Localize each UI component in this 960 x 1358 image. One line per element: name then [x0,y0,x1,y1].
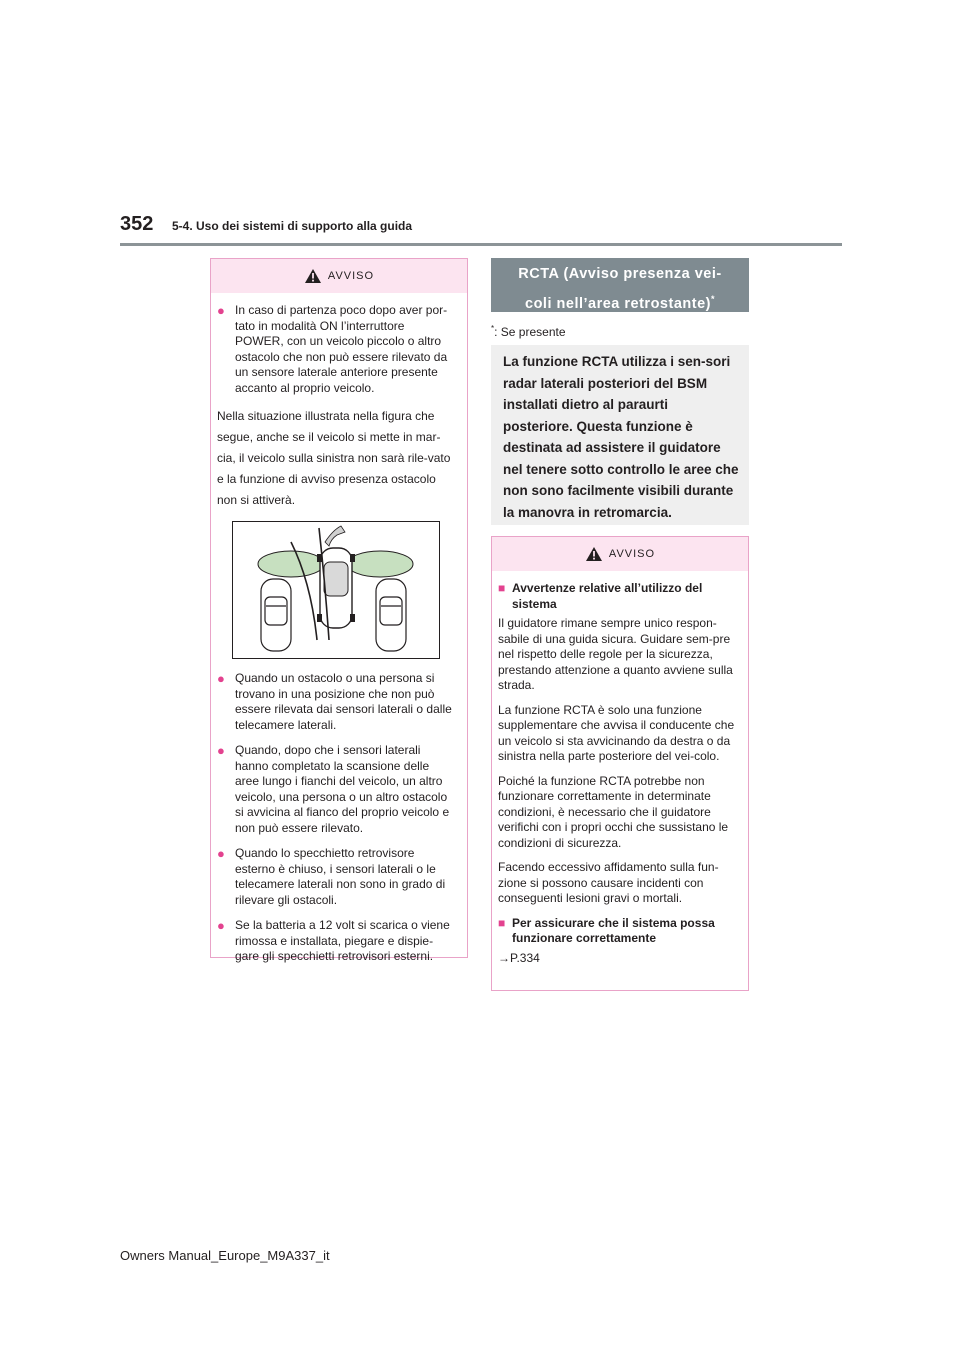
bullet-item [217,846,455,908]
warning-box-right [491,536,749,991]
warning-header [211,259,467,293]
rcta-intro-box: La funzione RCTA utilizza i sen-sori radar laterali posteriori del BSM installati dietro al paraurti posteriore. Questa funzione è destinata ad assistere il guidatore nel tenere sotto controllo le aree che non sono facilmente visibili durante la manovra in retromarcia. [491,345,749,525]
warning-box-left [210,258,468,963]
bullet-item [217,303,455,396]
rcta-title-line1: RCTA (Avviso presenza vei- [518,266,722,282]
warning-title: AVVISO [608,548,656,560]
section-title: 5-4. Uso dei sistemi di supporto alla guida [172,219,413,233]
bullet-dot-icon: ● [217,846,225,861]
warning-header [492,537,748,571]
warning-paragraph: Nella situazione illustrata nella figura che segue, anche se il veicolo si mette in mar-cia, il veicolo sulla sinistra non sarà rile-vato e la funzione di avviso presenza ostacolo non si attiverà. [217,409,451,507]
footnote [491,324,566,339]
square-bullet-icon: ■ [498,915,506,930]
bullet-text: Quando, dopo che i sensori laterali hanno completato la scansione delle aree lungo i fianchi del veicolo, un altro veicolo, una persona o un altro ostacolo si avvicina al fianco del proprio veicolo e non può essere rilevato. [235,743,450,835]
bullet-dot-icon: ● [217,303,225,318]
warning-paragraph: La funzione RCTA è solo una funzione supplementare che avvisa il conducente che un veicolo si sta avvicinando da destra o da sinistra nella parte posteriore del vei-colo. [498,702,735,763]
rcta-section-banner [491,258,749,312]
rcta-title-footnote-mark: * [710,294,715,304]
parked-car-left-icon [261,579,291,651]
bullet-dot-icon: ● [217,918,225,933]
bullet-text: In caso di partenza poco dopo aver por-tato in modalità ON l’interruttore POWER, con un veicolo piccolo o altro ostacolo che non può essere rilevato da un sensore laterale anteriore presente accanto al proprio veicolo. [235,303,448,395]
footnote-text: : Se presente [494,325,566,339]
rcta-title-line2: coli nell’area retrostante)* [525,294,715,312]
bullet-item [217,743,455,836]
bullet-dot-icon: ● [217,671,225,686]
bullet-item [217,671,455,733]
subheading-text: Avvertenze relative all’utilizzo del sistema [512,581,703,611]
parked-car-right-icon [376,579,406,651]
subheading-item [498,916,736,947]
bullet-item [217,918,455,965]
warning-triangle-icon [304,268,322,284]
warning-paragraph: Facendo eccessivo affidamento sulla fun-zione si possono causare incidenti con conseguenti lesioni gravi o mortali. [498,860,719,905]
detection-zone-right [347,551,413,577]
warning-triangle-icon [585,546,603,562]
square-bullet-icon: ■ [498,581,506,595]
parking-illustration [232,521,440,659]
footnote-mark: * [491,324,495,333]
bullet-text: Quando lo specchietto retrovisore esterno è chiuso, i sensori laterali o le telecamere laterali non sono in grado di rilevare gli ostacoli. [235,846,446,907]
subheading-text: Per assicurare che il sistema possa funzionare correttamente [512,915,715,945]
warning-paragraph: Il guidatore rimane sempre unico respon-sabile di una guida sicura. Guidare sem-pre nel rispetto delle regole per la sicurezza, prestando attenzione a quanto avviene sulla strada. [498,616,733,692]
subheading-item [498,581,736,612]
bullet-text: Quando un ostacolo o una persona si trovano in una posizione che non può essere rilevata dai sensori laterali o dalle telecamere laterali. [235,671,452,732]
own-vehicle-icon [317,526,355,628]
bullet-text: Se la batteria a 12 volt si scarica o viene rimossa e installata, piegare e dispie-gare gli specchietti retrovisori esterni. [235,918,450,963]
footer-manual-id: Owners Manual_Europe_M9A337_it [120,1248,330,1263]
page-reference-link[interactable]: →P.334 [498,950,540,965]
warning-paragraph: Poiché la funzione RCTA potrebbe non funzionare correttamente in determinate condizioni, è necessario che il guidatore verifichi con i propri occhi che sussistano le condizioni di sicurezza. [498,773,729,850]
bullet-dot-icon: ● [217,743,225,758]
detection-zone-left [258,551,324,577]
header-rule [120,243,842,246]
warning-title: AVVISO [327,270,375,282]
page-number: 352 [120,213,154,235]
